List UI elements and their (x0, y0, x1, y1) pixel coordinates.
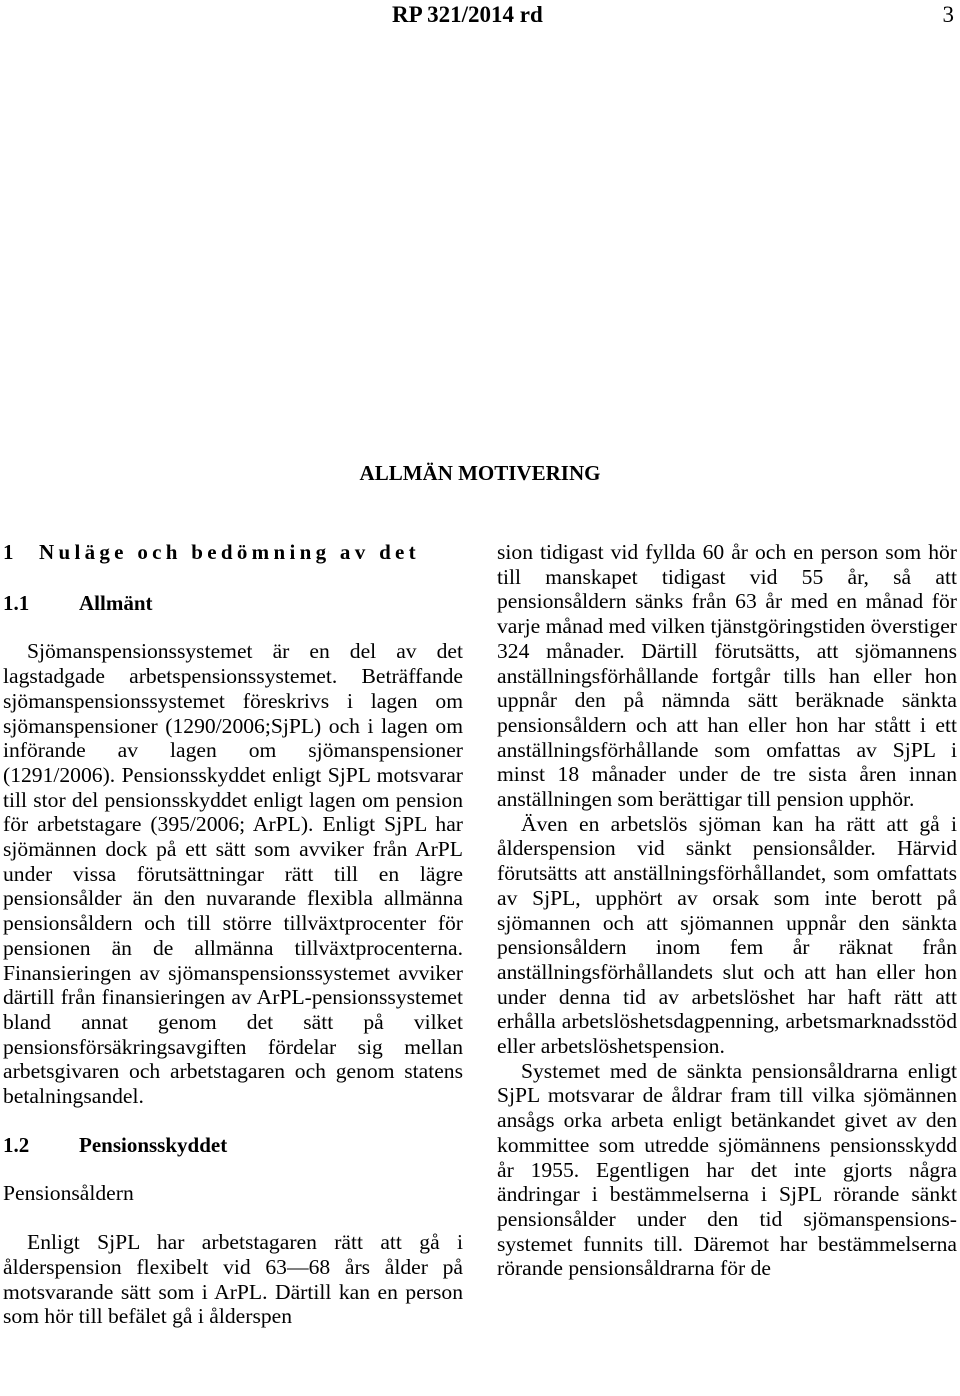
paragraph: Systemet med de sänkta pensionsåldrarna enligt SjPL motsvarar de åldrar fram till vilka sjömännen ansågs orka arbeta enligt betänkandet givet av den kommittee som utredde sjömännens pensionsskydd år 1955. Egentligen har det inte gjorts några ändringar i bestämmelserna i SjPL rörande sänkt pensionsålder under den tid sjömanspensionssystemet funnits till. Däremot har bestämmelserna rörande pensionsåldrarna för de (497, 1058, 957, 1281)
section-title: Pensionsskyddet (79, 1132, 228, 1157)
page-number: 3 (942, 2, 954, 27)
subheading: Pensionsåldern (3, 1181, 134, 1206)
paragraph: sion tidigast vid fyllda 60 år och en person som hör till manskapet tidigast vid 55 år, så att pensionsåldern sänks från 63 år med en månad för varje månad med vilken tjänstgöringstiden överstiger 324 månader. Därtill förutsätts, att sjömannens anställningsförhållande fortgår tills han eller hon uppnår den på nämnda sätt beräknade sänkta pensionsåldern och att han eller hon har stått i ett anställningsförhållande som omfattas av SjPL i minst 18 månader under de tre sista åren innan anställningen som berättigar till pension upphör. (497, 540, 957, 812)
section-number: 1 (3, 540, 14, 564)
document-id: RP 321/2014 rd (392, 2, 543, 27)
section-heading-1 (3, 540, 463, 565)
section-heading-1-2 (3, 1133, 463, 1158)
section-number: 1.2 (3, 1132, 30, 1157)
document-title: ALLMÄN MOTIVERING (359, 461, 601, 485)
section-title: Nuläge och bedömning av det (39, 540, 420, 564)
section-number: 1.1 (3, 590, 30, 615)
section-title: Allmänt (79, 590, 153, 615)
paragraph: Sjömanspensionssystemet är en del av det lagstadgade arbetspensionssystemet. Beträffande sjömanspensionssystemet föreskrivs i lagen om sjömanspensioner (1290/2006;SjPL) och i lagen om införande av lagen om sjömanspensioner (1291/2006). Pensionsskyddet enligt SjPL motsvarar till stor del pensionsskyddet enligt lagen om pension för arbetstagare (395/2006; ArPL). Enligt SjPL har sjömännen dock på ett sätt som avviker från ArPL under vissa förutsättningar rätt till en lägre pensionsålder än den nuvarande flexibla allmänna pensionsåldern och till större tillväxtprocenter för pensionen än de allmänna tillväxtprocenterna. Finansieringen av sjömanspensionssystemet avviker därtill från finansieringen av ArPL-pensionssystemet bland annat genom det sätt på vilket pensionsförsäkringsavgiften fördelar sig mellan arbetsgivaren och arbetstagaren och genom statens betalningsandel. (3, 639, 463, 1109)
left-column (3, 540, 463, 1329)
paragraph: Även en arbetslös sjöman kan ha rätt att gå i ålderspension vid sänkt pensionsålder. Härvid förutsätts att anställningsförhållandet, som omfattats av SjPL, upphört av orsak som inte berott på sjömannen och att sjömannen uppnår den sänkta pensionsåldern inom fem år räknat från anställningsförhållandets slut och att han eller hon under denna tid av arbetslöshet har haft rätt att erhålla arbetslöshetsdagpenning, arbetsmarknadsstöd eller arbetslöshetspension. (497, 811, 957, 1059)
section-heading-1-1 (3, 591, 463, 616)
right-column (497, 540, 957, 1281)
page-header (0, 0, 960, 32)
paragraph: Enligt SjPL har arbetstagaren rätt att gå i ålderspension flexibelt vid 63—68 års ålder på motsvarande sätt som i ArPL. Därtill kan en person som hör till befälet gå i ålderspen (3, 1230, 463, 1329)
